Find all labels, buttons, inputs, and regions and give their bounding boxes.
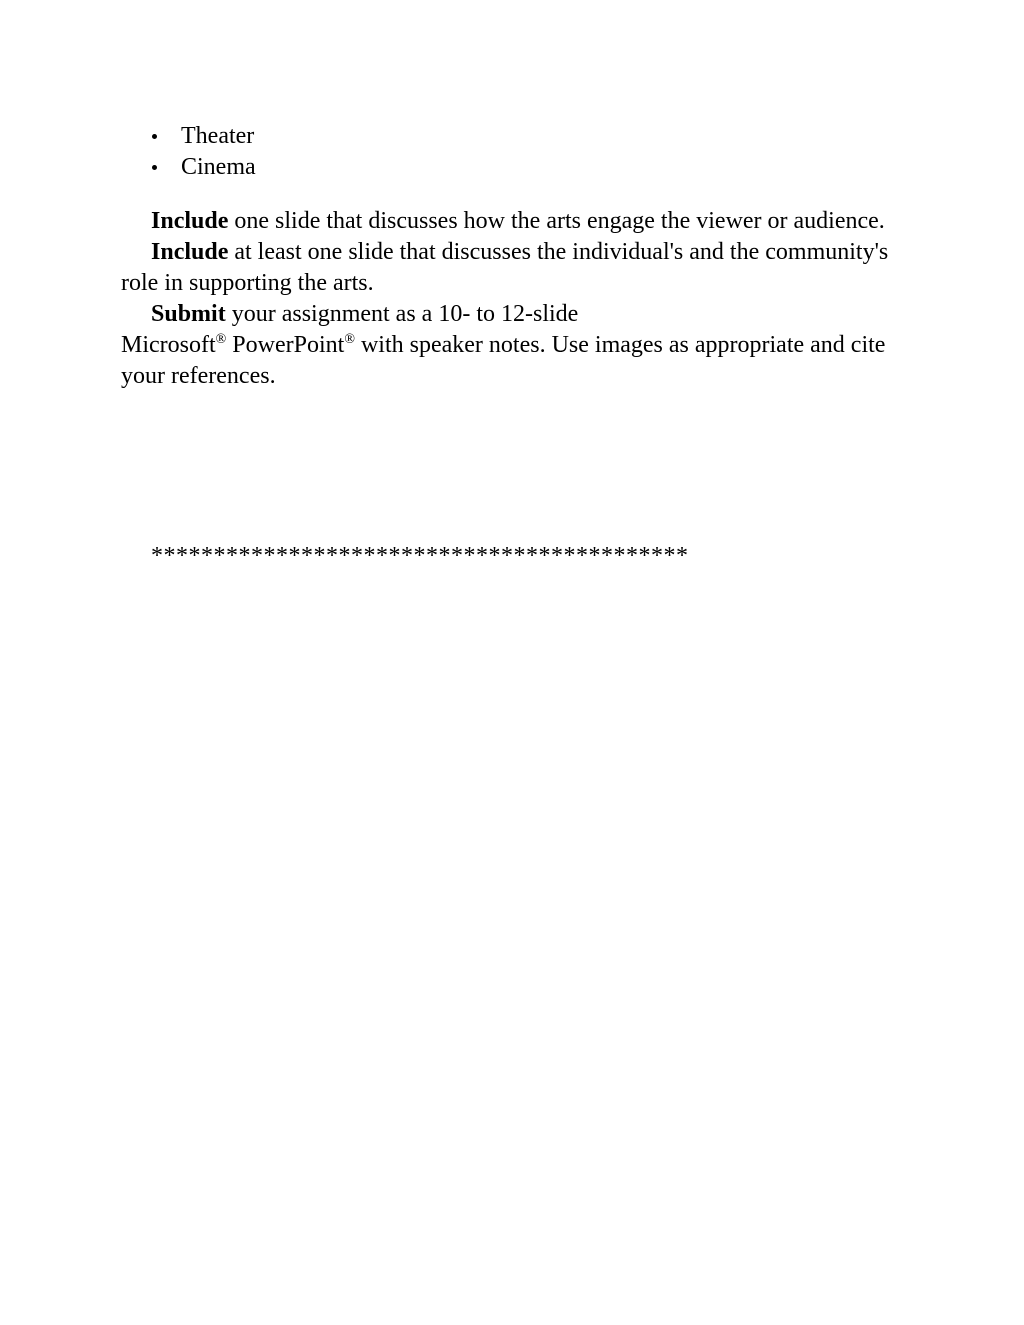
paragraph-text: at least one slide that discusses the individual's and the community's role in supporting the arts. (121, 239, 889, 296)
instructions-body (121, 206, 901, 392)
product-name-microsoft: Microsoft (121, 332, 216, 358)
paragraph-lead: Include (151, 208, 229, 234)
list-item-text: Cinema (181, 154, 256, 180)
registered-mark: ® (215, 332, 227, 347)
product-name-powerpoint: PowerPoint (226, 332, 345, 358)
paragraph-text: one slide that discusses how the arts engage the viewer or audience. (228, 208, 885, 234)
paragraph-engage-audience (121, 206, 901, 237)
paragraph-text: your assignment as a 10- to 12-slide (225, 301, 579, 327)
paragraph-submit (121, 299, 901, 392)
bullet-list (150, 121, 256, 183)
bullet-icon (152, 134, 157, 139)
list-item (150, 121, 256, 152)
paragraph-lead: Include (151, 239, 229, 265)
paragraph-lead: Submit (151, 301, 226, 327)
registered-mark: ® (344, 332, 355, 347)
list-item-text: Theater (181, 123, 255, 149)
paragraph-community-role (121, 237, 901, 299)
bullet-icon (152, 165, 157, 170)
list-item (150, 152, 256, 183)
paragraph-text: with speaker notes. Use images as appropriate and cite your references. (121, 332, 886, 389)
separator-line: ******************************************* (151, 543, 689, 569)
